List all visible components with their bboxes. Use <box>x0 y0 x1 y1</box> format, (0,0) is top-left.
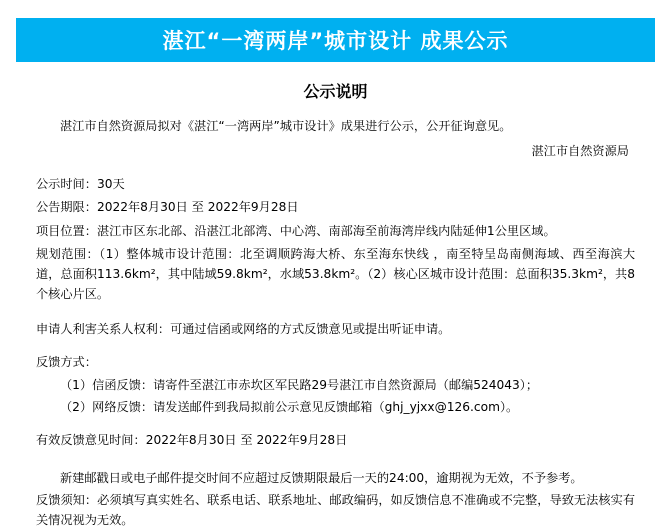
field-value: 30天 <box>96 177 125 192</box>
field-value: 湛江市区东北部、沿湛江北部湾、中心湾、南部海至前海湾岸线内陆延伸1公里区域。 <box>96 223 556 238</box>
field-project-location <box>36 221 635 241</box>
valid-label: 有效反馈意见时间： <box>36 432 146 447</box>
feedback-label: 反馈方式： <box>36 355 97 370</box>
field-value: 2022年8月30日 至 2022年9月28日 <box>96 200 299 215</box>
document-body <box>0 116 671 530</box>
page-title: 公示说明 <box>303 82 368 101</box>
spacer <box>36 420 635 430</box>
spacer <box>36 453 635 468</box>
field-planning-scope <box>36 244 635 304</box>
requirements-value: 必须填写真实姓名、联系电话、联系地址、邮政编码，如反馈信息不准确或不完整，导致无法核实有关情况视为无效。 <box>36 492 636 527</box>
public-notice-page <box>0 18 671 525</box>
valid-value: 2022年8月30日 至 2022年9月28日 <box>145 432 348 447</box>
field-label: 公告期限： <box>36 200 97 215</box>
deadline-note: 新建邮戳日或电子邮件提交时间不应超过反馈期限最后一天的24:00，逾期视为无效，不予参考。 <box>60 470 583 485</box>
page-banner <box>16 18 655 62</box>
feedback-requirements <box>36 490 635 530</box>
issuer-signature: 湛江市自然资源局 <box>531 144 629 159</box>
field-public-period <box>36 174 635 194</box>
stakeholder-rights <box>36 319 635 339</box>
spacer <box>36 161 635 174</box>
spacer <box>36 342 635 352</box>
intro-paragraph: 湛江市自然资源局拟对《湛江“一湾两岸”城市设计》成果进行公示，公开征询意见。 <box>60 119 512 133</box>
banner-title: 湛江“一湾两岸”城市设计 成果公示 <box>162 29 509 53</box>
valid-feedback-time <box>36 430 635 450</box>
spacer <box>36 306 635 319</box>
field-label: 公示时间： <box>36 177 97 192</box>
rights-label: 申请人利害关系人权利： <box>36 322 171 336</box>
requirements-label: 反馈须知： <box>36 492 98 507</box>
feedback-item-email: （2）网络反馈：请发送邮件到我局拟前公示意见反馈邮箱（ghj_yjxx@126.com）。 <box>60 400 519 415</box>
field-notice-dates <box>36 197 635 217</box>
rights-value: 可通过信函或网络的方式反馈意见或提出听证申请。 <box>170 322 451 336</box>
field-label: 规划范围： <box>36 246 100 261</box>
field-label: 项目位置： <box>36 223 97 238</box>
field-value: （1）整体城市设计范围：北至调顺跨海大桥、东至海东快线 ，南至特呈岛南侧海域、西至海滨大道，总面积113.6km²，其中陆域59.8km²，水域53.8km²。（2）核心区城市设计范围：总面积35.3km²，共8个核心片区。 <box>36 246 636 301</box>
feedback-item-mail: （1）信函反馈：请寄件至湛江市赤坎区军民路29号湛江市自然资源局（邮编524043）； <box>60 378 539 393</box>
